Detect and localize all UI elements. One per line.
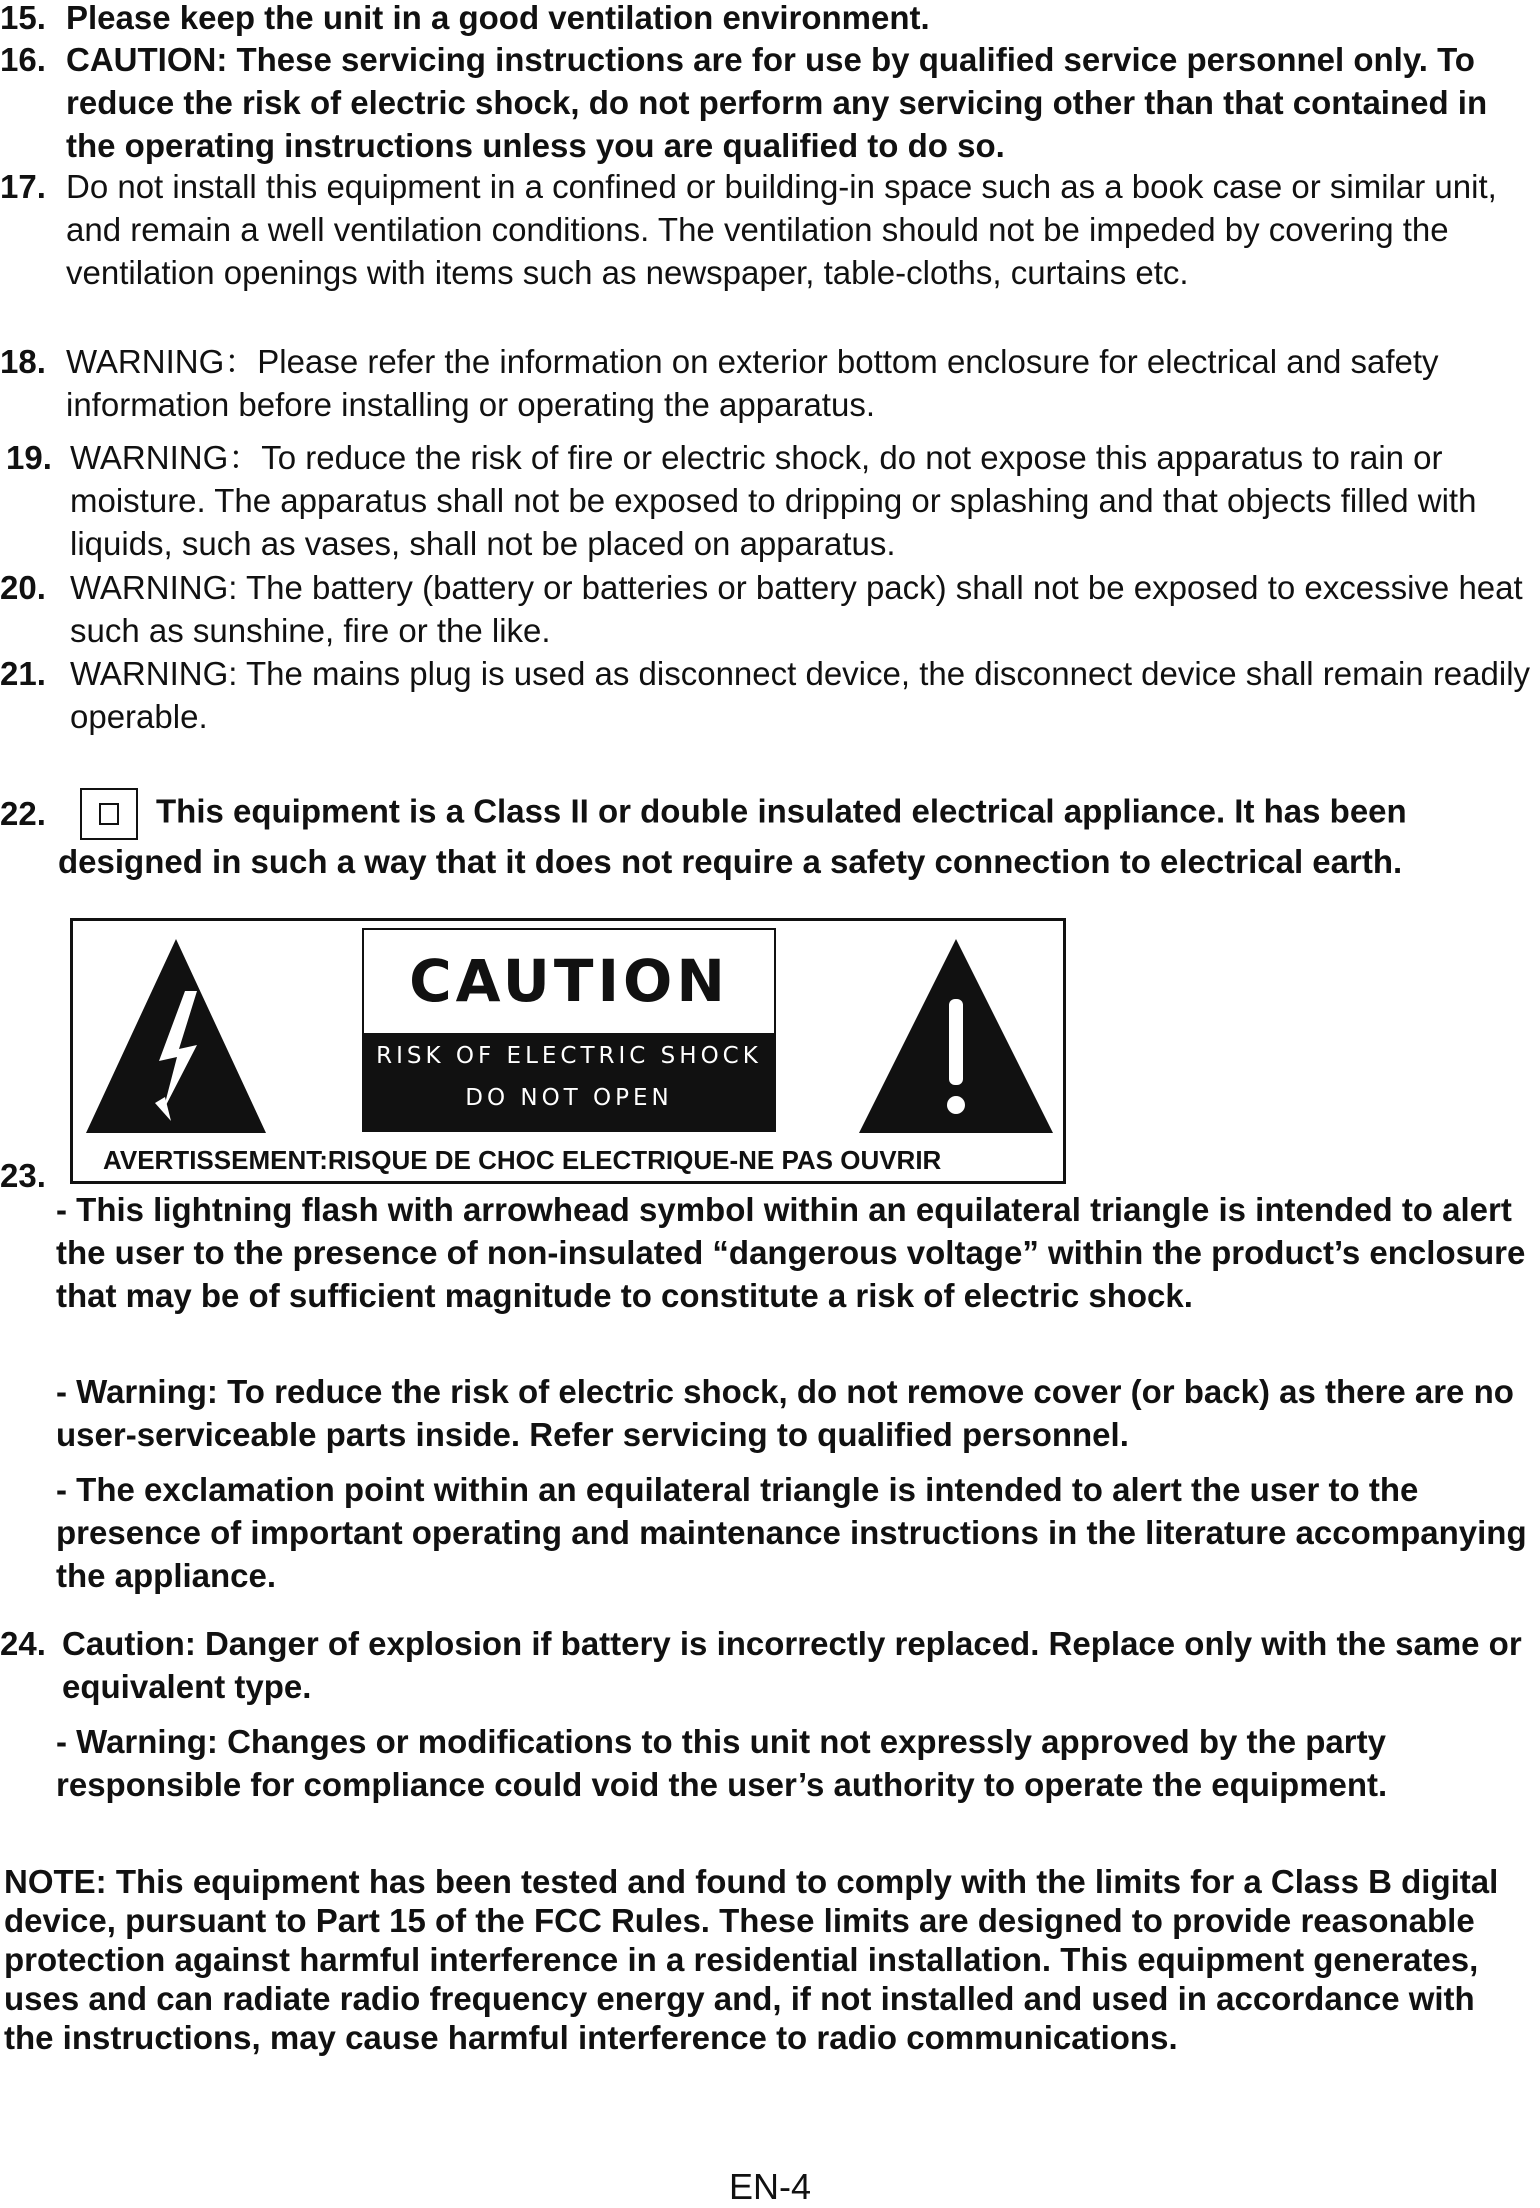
label-french-warning: AVERTISSEMENT:RISQUE DE CHOC ELECTRIQUE-NE PAS OUVRIR xyxy=(103,1145,942,1175)
label-title: CAUTION xyxy=(409,947,729,1015)
item-number: 23. xyxy=(0,1157,46,1194)
fcc-note: NOTE: This equipment has been tested and found to comply with the limits for a Class B digital device, pursuant to Part 15 of the FCC Rules. These limits are designed to provide reasonable protection against harmful interference in a residential installation. This equipment generates, uses and can radiate radio frequency energy and, if not installed and used in accordance with the instructions, may cause harmful interference to radio communications. xyxy=(4,1863,1499,2056)
item-text: WARNING：To reduce the risk of fire or electric shock, do not expose this apparatus to rain or moisture. The apparatus shall not be exposed to dripping or splashing and that objects filled with liquids, such as vases, shall not be placed on apparatus. xyxy=(70,439,1477,562)
item-number: 21. xyxy=(0,655,46,692)
item-23-paragraph-1: - This lightning flash with arrowhead symbol within an equilateral triangle is intended to alert the user to the presence of non-insulated “dangerous voltage” within the product’s enclosure that may be of sufficient magnitude to constitute a risk of electric shock. xyxy=(56,1191,1526,1314)
item-text: CAUTION: These servicing instructions are for use by qualified service personnel only. To reduce the risk of electric shock, do not perform any servicing other than that contained in the operating instructions unless you are qualified to do so. xyxy=(66,41,1488,164)
label-line-1: RISK OF ELECTRIC SHOCK xyxy=(376,1043,762,1069)
item-text: Please keep the unit in a good ventilation environment. xyxy=(66,0,930,36)
item-text: WARNING: The battery (battery or batteries or battery pack) shall not be exposed to excessive heat such as sunshine, fire or the like. xyxy=(70,569,1523,649)
class-ii-double-square-icon xyxy=(80,788,138,840)
caution-warning-label xyxy=(70,918,1066,1184)
item-number: 20. xyxy=(0,569,46,606)
item-number: 16. xyxy=(0,41,46,78)
item-text: This equipment is a Class II or double insulated electrical appliance. It has been designed in such a way that it does not require a safety connection to electrical earth. xyxy=(58,792,1407,880)
item-number: 24. xyxy=(0,1625,46,1662)
item-number: 22. xyxy=(0,795,46,832)
item-text: Do not install this equipment in a confined or building-in space such as a book case or similar unit, and remain a well ventilation conditions. The ventilation should not be impeded by covering the ventilation openings with items such as newspaper, table-cloths, curtains etc. xyxy=(66,168,1497,291)
item-text: Caution: Danger of explosion if battery is incorrectly replaced. Replace only with the same or equivalent type. xyxy=(62,1625,1522,1705)
item-23-paragraph-2: - Warning: To reduce the risk of electric shock, do not remove cover (or back) as there are no user-serviceable parts inside. Refer servicing to qualified personnel. xyxy=(56,1373,1514,1453)
item-number: 18. xyxy=(0,343,46,380)
item-number: 19. xyxy=(6,439,52,476)
item-number: 17. xyxy=(0,168,46,205)
page-number: EN-4 xyxy=(728,2166,812,2207)
lightning-triangle-icon xyxy=(86,939,266,1133)
item-23-paragraph-3: - The exclamation point within an equilateral triangle is intended to alert the user to the presence of important operating and maintenance instructions in the literature accompanying the appliance. xyxy=(56,1471,1527,1594)
item-text-wrap xyxy=(58,788,1532,883)
item-number: 15. xyxy=(0,0,46,36)
item-24-paragraph: - Warning: Changes or modifications to this unit not expressly approved by the party responsible for compliance could void the user’s authority to operate the equipment. xyxy=(56,1723,1388,1803)
label-line-2: DO NOT OPEN xyxy=(465,1085,673,1111)
item-text: WARNING：Please refer the information on exterior bottom enclosure for electrical and safety information before installing or operating the apparatus. xyxy=(66,343,1439,423)
exclamation-triangle-icon xyxy=(859,939,1053,1133)
item-text: WARNING: The mains plug is used as disconnect device, the disconnect device shall remain readily operable. xyxy=(70,655,1531,735)
